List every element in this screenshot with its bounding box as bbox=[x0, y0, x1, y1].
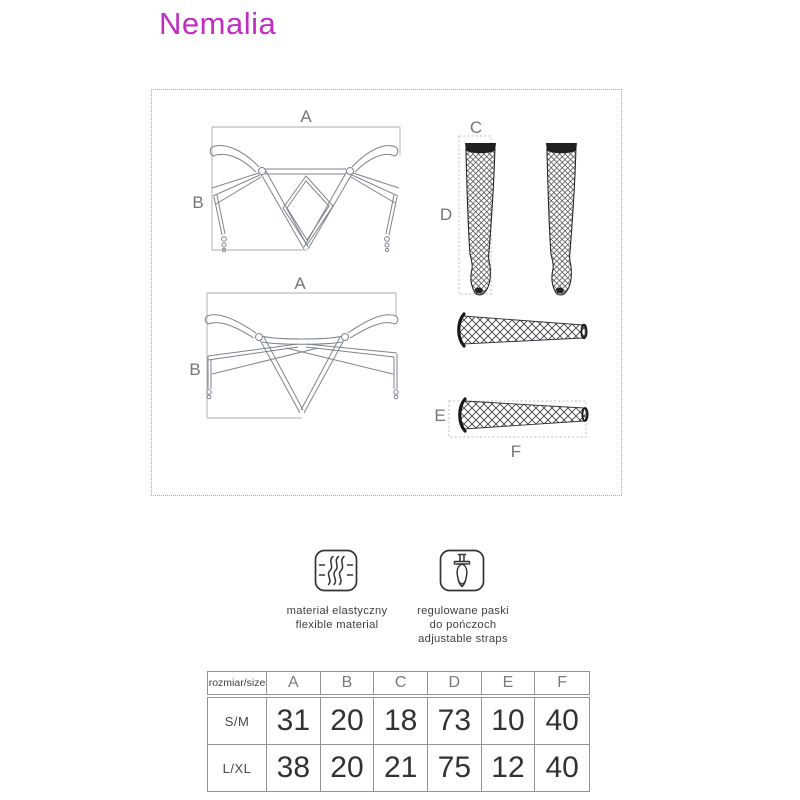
header-size-label: rozmiar/size bbox=[208, 672, 267, 694]
elastic-material-caption bbox=[279, 604, 395, 632]
back-width-label: A bbox=[294, 274, 306, 293]
size-table bbox=[207, 671, 590, 792]
elastic-material-icon bbox=[314, 549, 358, 592]
page-title: Nemalia bbox=[159, 6, 277, 41]
value-lxl-a: 38 bbox=[267, 745, 321, 791]
header-col-d: D bbox=[428, 672, 482, 694]
front-width-label: A bbox=[300, 107, 312, 126]
stockings-diagram bbox=[440, 118, 577, 295]
size-table-body bbox=[207, 697, 590, 792]
row-label-sm: S/M bbox=[208, 698, 267, 744]
caption-line: adjustable straps bbox=[418, 633, 508, 645]
value-sm-e: 10 bbox=[482, 698, 536, 744]
back-height-label: B bbox=[189, 360, 201, 379]
table-row bbox=[208, 698, 589, 745]
value-lxl-f: 40 bbox=[535, 745, 589, 791]
header-col-f: F bbox=[535, 672, 589, 694]
caption-line: materiał elastyczny bbox=[286, 605, 388, 617]
header-col-b: B bbox=[321, 672, 375, 694]
header-col-a: A bbox=[267, 672, 321, 694]
row-label-lxl: L/XL bbox=[208, 745, 267, 791]
header-col-e: E bbox=[482, 672, 536, 694]
value-sm-f: 40 bbox=[535, 698, 589, 744]
value-lxl-e: 12 bbox=[482, 745, 536, 791]
value-lxl-b: 20 bbox=[321, 745, 375, 791]
stocking-width-label: C bbox=[469, 118, 483, 137]
stocking-length-label: D bbox=[439, 205, 453, 224]
value-sm-a: 31 bbox=[267, 698, 321, 744]
value-lxl-d: 75 bbox=[428, 745, 482, 791]
adjustable-straps-caption bbox=[404, 604, 522, 646]
table-row bbox=[208, 745, 589, 791]
caption-line: flexible material bbox=[295, 619, 379, 631]
value-sm-c: 18 bbox=[374, 698, 428, 744]
welt-width-label: E bbox=[434, 406, 446, 425]
welt-diagram bbox=[434, 314, 587, 461]
adjustable-straps-icon bbox=[439, 549, 485, 592]
value-sm-d: 73 bbox=[428, 698, 482, 744]
back-garter-diagram bbox=[189, 274, 398, 418]
front-garter-diagram bbox=[192, 107, 400, 252]
technical-diagram bbox=[151, 89, 622, 496]
caption-line: do pończoch bbox=[429, 619, 497, 631]
value-sm-b: 20 bbox=[321, 698, 375, 744]
welt-length-label: F bbox=[510, 442, 522, 461]
header-col-c: C bbox=[374, 672, 428, 694]
size-table-header bbox=[207, 671, 590, 695]
front-height-label: B bbox=[192, 193, 204, 212]
value-lxl-c: 21 bbox=[374, 745, 428, 791]
caption-line: regulowane paski bbox=[417, 605, 509, 617]
